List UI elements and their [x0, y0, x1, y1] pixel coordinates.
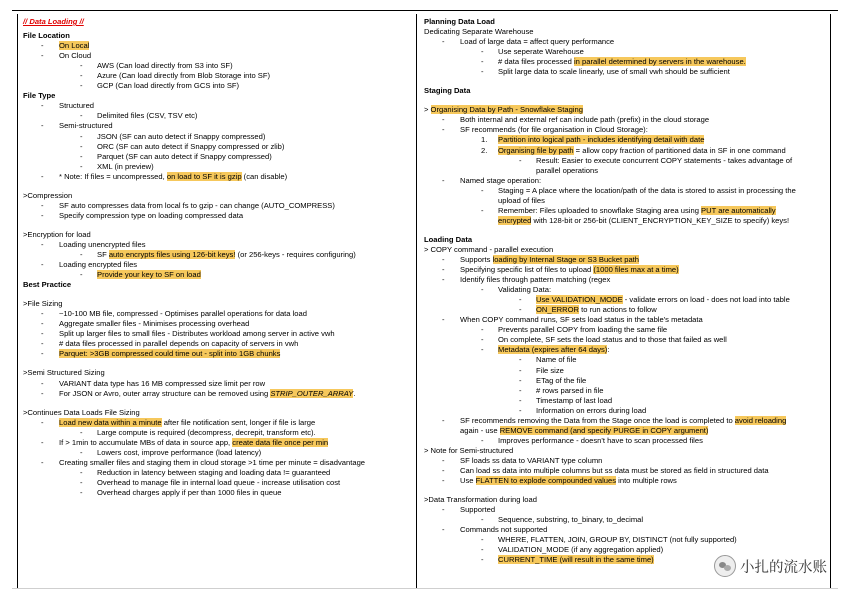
list-item: - # data files processed in parallel depends on capacity of servers in vwh — [41, 339, 299, 349]
watermark-text: 小扎的流水账 — [740, 559, 827, 576]
list-item: - Name of file — [519, 355, 577, 365]
list-item: - Loading unencrypted files — [41, 239, 146, 249]
list-item: - Creating smaller files and staging them in cloud storage >1 time per minute = disadvantage — [41, 457, 366, 467]
list-item: - Split up larger files to small files - Distributes workload among server in active vwh — [41, 329, 335, 339]
list-item: - On Cloud — [41, 51, 92, 61]
transform-heading: >Data Transformation during load — [424, 495, 537, 505]
list-item: - Remember: Files uploaded to snowflake Staging area using PUT are automatically — [481, 205, 776, 215]
staging-heading: Staging Data — [424, 86, 471, 96]
list-item: - * Note: If files = uncompressed, on load to SF it is gzip (can disable) — [41, 171, 288, 181]
list-item: - Loading encrypted files — [41, 260, 138, 270]
list-item: - File size — [519, 365, 564, 375]
list-item: - Use FLATTEN to explode compounded values into multiple rows — [442, 476, 677, 486]
list-item: - Supports loading by Internal Stage or S3 Bucket path — [442, 254, 640, 264]
list-item: - Load of large data = affect query performance — [442, 37, 615, 47]
list-item: - # rows parsed in file — [519, 385, 604, 395]
list-item: - Parquet (SF can auto detect if Snappy compressed) — [80, 151, 272, 161]
list-item: - ON_ERROR to run actions to follow — [519, 305, 657, 315]
planning-heading: Planning Data Load — [424, 17, 495, 26]
organising-heading: > Organising Data by Path - Snowflake Staging — [424, 105, 583, 115]
list-item: - Aggregate smaller files - Minimises processing overhead — [41, 319, 250, 329]
list-item: - CURRENT_TIME (will result in the same time) — [481, 555, 654, 565]
list-item: - Large compute is required (decompress, decrepit, transform etc). — [80, 427, 316, 437]
list-item: - Lowers cost, improve performance (load latency) — [80, 447, 262, 457]
list-item: - SF auto compresses data from local fs to gzip - can change (AUTO_COMPRESS) — [41, 200, 335, 210]
list-item: - Supported — [442, 505, 496, 515]
list-item: - Staging = A place where the location/path of the data is stored to assist in processing the — [481, 185, 796, 195]
copy-heading: > COPY command - parallel execution — [424, 244, 554, 254]
list-item: - Specifying specific list of files to upload (1000 files max at a time) — [442, 265, 679, 275]
list-item: - Result: Easier to execute concurrent COPY statements - takes advantage of — [519, 155, 793, 165]
list-item: - Commands not supported — [442, 525, 548, 535]
list-item: - Split large data to scale linearly, use of small vwh should be sufficient — [481, 67, 730, 77]
list-item: - WHERE, FLATTEN, JOIN, GROUP BY, DISTINCT (not fully supported) — [481, 535, 737, 545]
list-item: - SF loads ss data to VARIANT type column — [442, 455, 603, 465]
loading-heading: Loading Data — [424, 234, 473, 244]
list-item: - Overhead charges apply if per than 1000 files in queue — [80, 487, 282, 497]
list-item: - Provide your key to SF on load — [80, 270, 201, 280]
list-item: - ORC (SF can auto detect if Snappy compressed or zlib) — [80, 141, 285, 151]
list-item: - Structured — [41, 101, 95, 111]
wechat-icon — [714, 555, 736, 577]
list-item: - Overhead to manage file in internal load queue - increase utilisation cost — [80, 477, 341, 487]
list-item: - On complete, SF sets the load status and to those that failed as well — [481, 335, 727, 345]
list-item: - ~10-100 MB file, compressed - Optimises parallel operations for data load — [41, 309, 307, 319]
list-item: - Use VALIDATION_MODE - validate errors on load - does not load into table — [519, 295, 790, 305]
left-column — [17, 14, 417, 588]
list-item: - # data files processed in parallel determined by servers in the warehouse. — [481, 57, 746, 67]
best-practice-heading: Best Practice — [23, 280, 72, 290]
page-bottom-rule — [12, 588, 838, 589]
list-item: - Load new data within a minute after file notification sent, longer if file is large — [41, 417, 316, 427]
list-item: - On Local — [41, 41, 90, 51]
list-item: - Specify compression type on loading compressed data — [41, 210, 244, 220]
list-item: - Validating Data: — [481, 285, 552, 295]
watermark — [714, 555, 827, 577]
encryption-heading: >Encryption for load — [23, 229, 91, 239]
list-item: - Metadata (expires after 64 days): — [481, 345, 610, 355]
list-item: - Sequence, substring, to_binary, to_decimal — [481, 515, 644, 525]
compression-heading: >Compression — [23, 190, 73, 200]
list-item: - Reduction in latency between staging and loading data != guaranteed — [80, 467, 331, 477]
semi-note-heading: > Note for Semi-structured — [424, 445, 514, 455]
list-item: - If > 1min to accumulate MBs of data in source app, create data file once per min — [41, 437, 329, 447]
list-item: - Prevents parallel COPY from loading the same file — [481, 325, 668, 335]
list-item: encrypted with 128-bit or 256-bit (CLIENT_ENCRYPTION_KEY_SIZE to specify) keys! — [498, 215, 790, 225]
file-location-heading: File Location — [23, 31, 70, 41]
continues-heading: >Continues Data Loads File Sizing — [23, 407, 140, 417]
list-item: - SF recommends removing the Data from the Stage once the load is completed to avoid reloading — [442, 415, 787, 425]
list-item: - Identify files through pattern matching (regex — [442, 275, 611, 285]
list-item: parallel operations — [536, 165, 599, 175]
list-item: - When COPY command runs, SF sets load status in the table's metadata — [442, 315, 703, 325]
list-item: - Improves performance - doesn't have to scan processed files — [481, 435, 703, 445]
list-item: 1. Partition into logical path - includes identifying detail with date — [481, 135, 705, 145]
list-item: - ETag of the file — [519, 375, 587, 385]
file-type-heading: File Type — [23, 91, 56, 101]
list-item: - Both internal and external ref can include path (prefix) in the cloud storage — [442, 115, 710, 125]
list-item: - Semi-structured — [41, 121, 113, 131]
list-item: - GCP (Can load directly from GCS into SF) — [80, 81, 240, 91]
list-item: - Information on errors during load — [519, 405, 647, 415]
list-item: - JSON (SF can auto detect if Snappy compressed) — [80, 131, 266, 141]
list-item: - Azure (Can load directly from Blob Storage into SF) — [80, 71, 271, 81]
file-sizing-heading: >File Sizing — [23, 299, 63, 309]
list-item: 2. Organising file by path = allow copy fraction of partitioned data in SF in one command — [481, 145, 786, 155]
list-item: - Timestamp of last load — [519, 395, 613, 405]
list-item: - For JSON or Avro, outer array structure can be removed using STRIP_OUTER_ARRAY. — [41, 388, 356, 398]
semi-sizing-heading: >Semi Structured Sizing — [23, 368, 105, 378]
list-item: - SF recommends (for file organisation in Cloud Storage): — [442, 125, 648, 135]
list-item: - Delimited files (CSV, TSV etc) — [80, 111, 198, 121]
list-item: - Parquet: >3GB compressed could time out - split into 1GB chunks — [41, 349, 281, 359]
list-item: - Use seperate Warehouse — [481, 47, 584, 57]
list-item: - Named stage operation: — [442, 175, 542, 185]
planning-subheading: Dedicating Separate Warehouse — [424, 27, 534, 37]
list-item: - SF auto encrypts files using 126-bit keys! (or 256-keys - requires configuring) — [80, 249, 356, 259]
list-item: - AWS (Can load directly from S3 into SF) — [80, 61, 233, 71]
doc-title: // Data Loading // — [23, 17, 84, 26]
page-top-rule — [12, 10, 838, 11]
list-item: - VALIDATION_MODE (if any aggregation applied) — [481, 545, 664, 555]
list-item: - XML (in preview) — [80, 161, 154, 171]
list-item: upload of files — [498, 195, 545, 205]
list-item: - Can load ss data into multiple columns but ss data must be stored as field in structured data — [442, 465, 769, 475]
list-item: again - use REMOVE command (and specify PURGE in COPY argument) — [460, 425, 709, 435]
list-item: - VARIANT data type has 16 MB compressed size limit per row — [41, 378, 266, 388]
right-column — [419, 14, 831, 588]
